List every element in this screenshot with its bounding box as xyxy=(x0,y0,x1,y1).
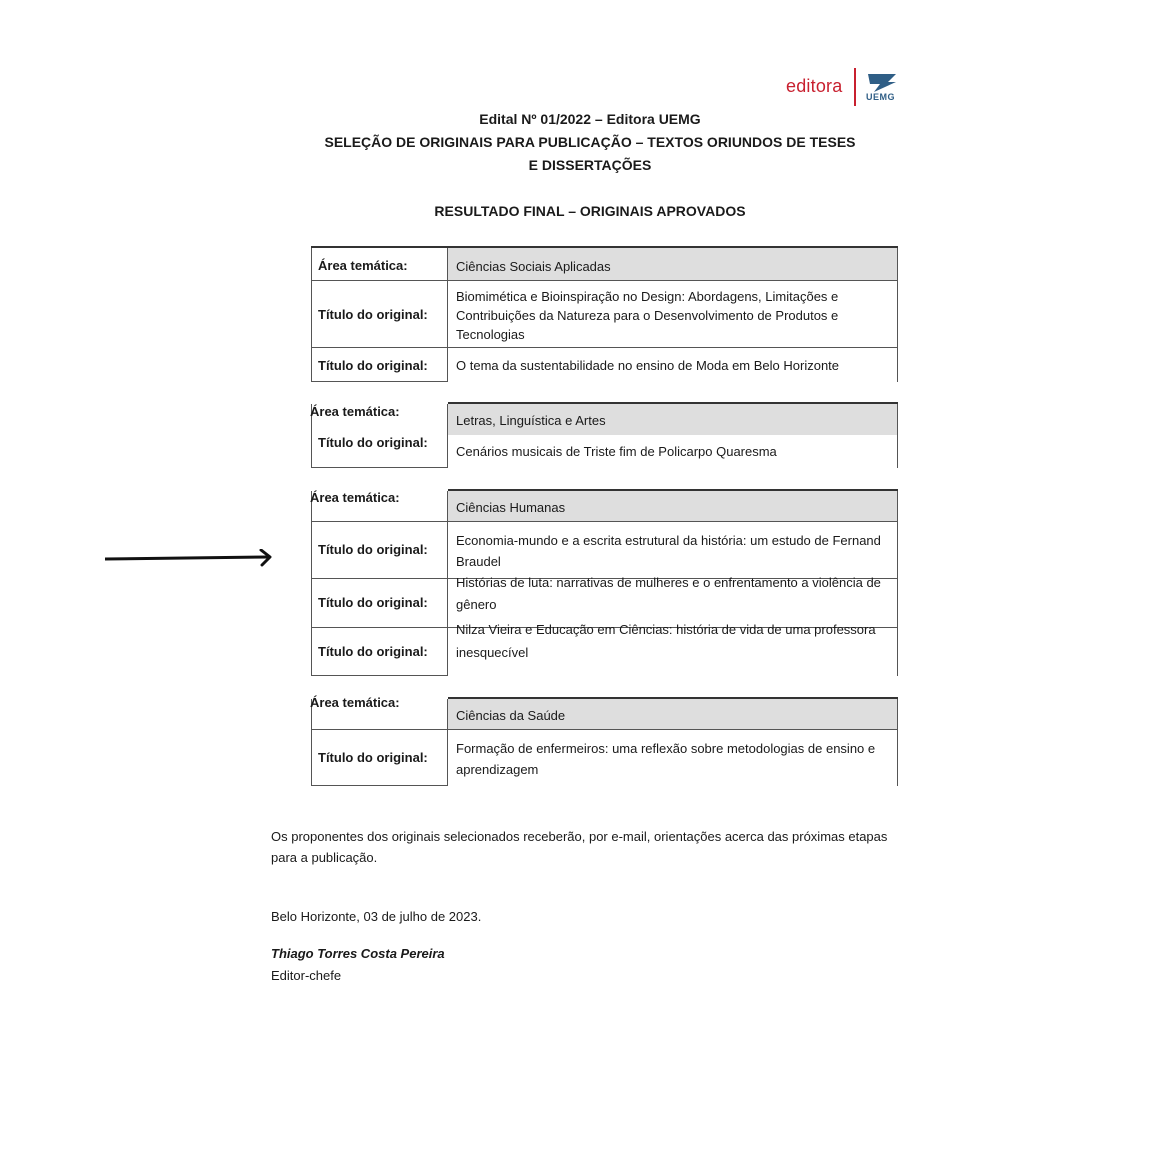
area-value: Ciências Humanas xyxy=(456,500,566,515)
editora-uemg-logo xyxy=(786,68,906,108)
area-label: Área temática: xyxy=(310,695,400,710)
title-label: Título do original: xyxy=(318,307,428,322)
title-row xyxy=(311,522,898,578)
area-value: Ciências da Saúde xyxy=(456,708,566,723)
section-table-3 xyxy=(311,489,898,676)
title-value: Nilza Vieira e Educação em Ciências: história de vida de uma professora inesquecível xyxy=(456,622,876,660)
title-value: Formação de enfermeiros: uma reflexão sobre metodologias de ensino e aprendizagem xyxy=(456,741,876,777)
title-row xyxy=(311,435,898,468)
area-label: Área temática: xyxy=(318,258,408,273)
section-table-2 xyxy=(311,402,898,468)
area-label: Área temática: xyxy=(310,490,400,505)
result-heading: RESULTADO FINAL – ORIGINAIS APROVADOS xyxy=(434,203,746,219)
title-label: Título do original: xyxy=(318,542,428,557)
title-label: Título do original: xyxy=(318,750,428,765)
title-row xyxy=(311,730,898,786)
signer-role: Editor-chefe xyxy=(271,968,342,983)
logo-wordmark: editora xyxy=(786,76,843,96)
edital-subtitle-1: SELEÇÃO DE ORIGINAIS PARA PUBLICAÇÃO – TEXTOS ORIUNDOS DE TESES xyxy=(324,134,856,150)
area-row xyxy=(311,248,898,280)
edital-subtitle-2: E DISSERTAÇÕES xyxy=(528,157,652,173)
area-label: Área temática: xyxy=(310,404,400,419)
title-value: O tema da sustentabilidade no ensino de Moda em Belo Horizonte xyxy=(456,358,840,373)
signer-name: Thiago Torres Costa Pereira xyxy=(271,946,445,961)
title-label: Título do original: xyxy=(318,595,428,610)
place-date: Belo Horizonte, 03 de julho de 2023. xyxy=(271,909,482,924)
logo-divider xyxy=(854,68,856,106)
title-label: Título do original: xyxy=(318,358,428,373)
title-label: Título do original: xyxy=(318,644,428,659)
area-value: Ciências Sociais Aplicadas xyxy=(456,259,611,274)
area-row xyxy=(310,695,898,729)
title-row xyxy=(311,348,898,382)
title-value: Economia-mundo e a escrita estrutural da história: um estudo de Fernand Braudel xyxy=(456,533,881,569)
footer-note: Os proponentes dos originais selecionados receberão, por e-mail, orientações acerca das próximas etapas para a publicação. xyxy=(271,829,888,865)
edital-title: Edital Nº 01/2022 – Editora UEMG xyxy=(479,111,701,127)
logo-uemg-text: UEMG xyxy=(866,92,895,102)
area-row xyxy=(311,404,898,435)
area-value: Letras, Linguística e Artes xyxy=(456,413,606,428)
title-value: Cenários musicais de Triste fim de Policarpo Quaresma xyxy=(456,444,777,459)
area-row xyxy=(311,491,898,521)
title-row xyxy=(311,281,898,347)
title-row xyxy=(311,622,898,676)
title-value: Histórias de luta: narrativas de mulheres e o enfrentamento a violência de gênero xyxy=(456,575,881,612)
title-value: Biomimética e Bioinspiração no Design: Abordagens, Limitações e Contribuições da Natureza para o Desenvolvimento de Produtos e Tecnologias xyxy=(456,289,839,342)
title-label: Título do original: xyxy=(318,435,428,450)
section-table-4 xyxy=(311,697,898,786)
section-table-1 xyxy=(311,246,898,382)
arrow-right-icon xyxy=(105,549,275,567)
